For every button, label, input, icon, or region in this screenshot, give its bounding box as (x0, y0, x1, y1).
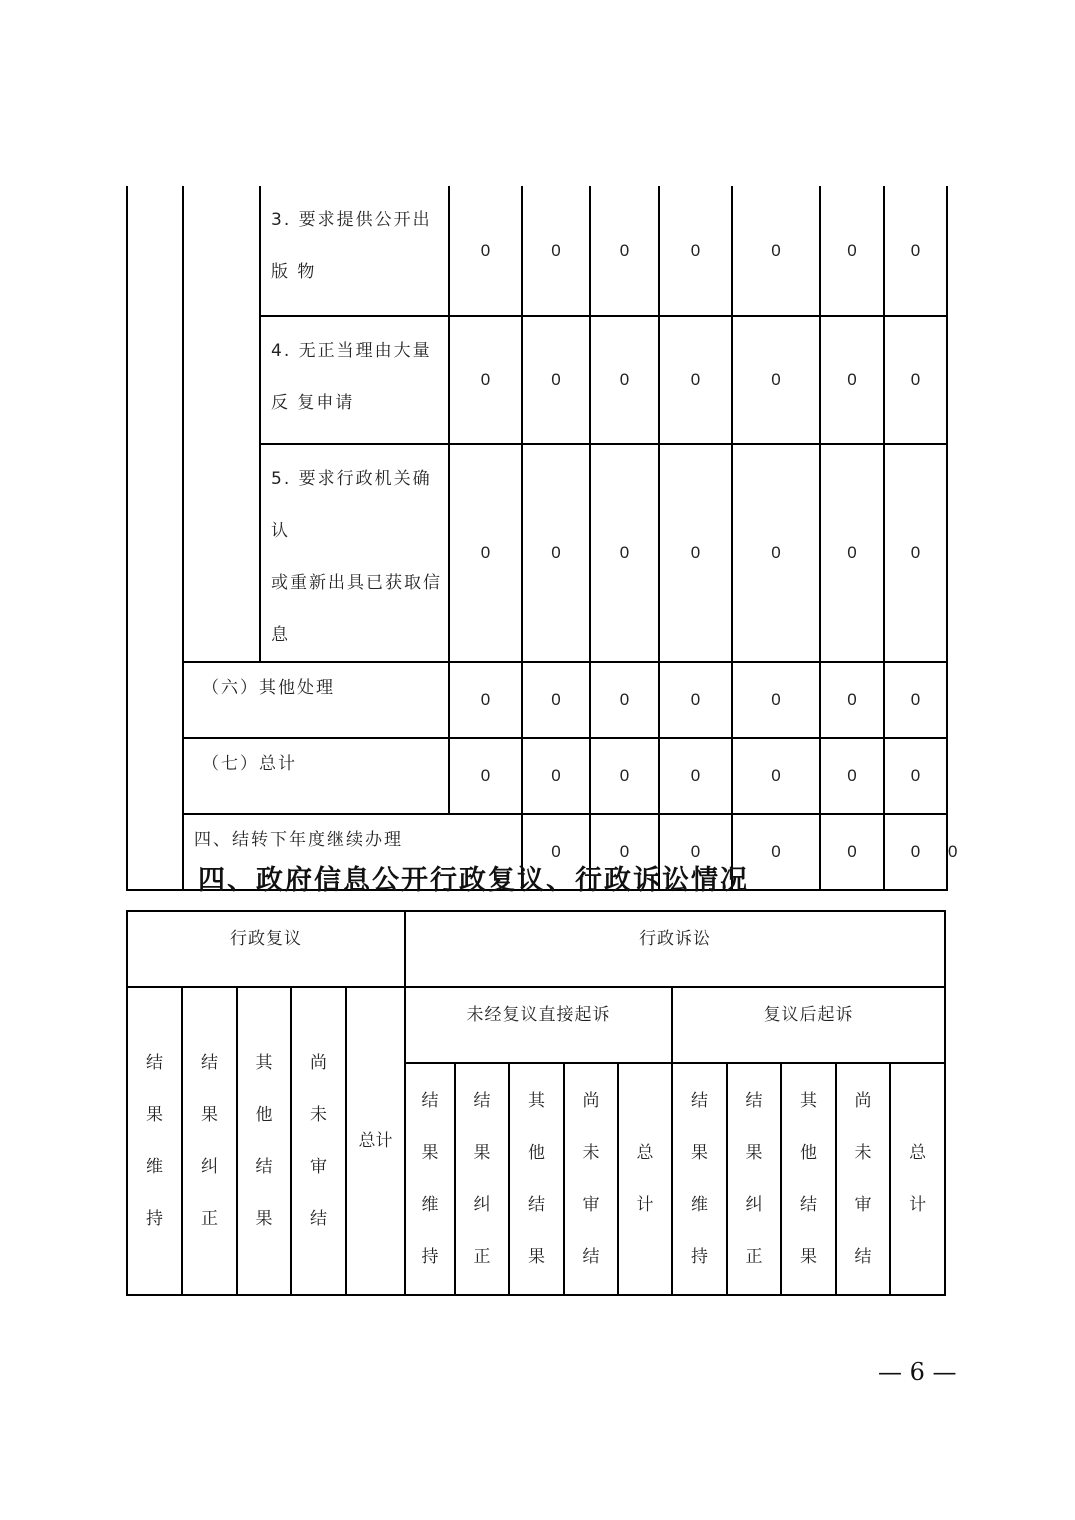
value-cell: 0 (590, 662, 659, 738)
value-cell: 0 (732, 444, 820, 662)
value-cell: 0 (884, 662, 947, 738)
row-label: 4. 无正当理由大量 反 复申请 (260, 316, 449, 444)
review-col-other: 其 他 结 果 (237, 987, 291, 1295)
value-cell: 0 (449, 738, 522, 814)
value-cell: 0 (659, 814, 732, 890)
value-cell: 0 (590, 814, 659, 890)
value-cell: 0 (659, 186, 732, 316)
value-cell: 0 (522, 814, 590, 890)
direct-col-other: 其 他 结 果 (509, 1063, 564, 1295)
disclosure-results-table (126, 186, 958, 891)
value-cell: 0 (732, 662, 820, 738)
outer-category-cell (127, 186, 183, 890)
value-cell: 0 (590, 444, 659, 662)
value-cell: 0 (884, 186, 947, 316)
row-label: （六）其他处理 (183, 662, 449, 738)
table-row (127, 738, 947, 814)
value-cell: 0 (590, 186, 659, 316)
value-cell: 0 (884, 738, 947, 814)
review-litigation-table (126, 910, 946, 1296)
value-cell: 0 (884, 316, 947, 444)
value-cell: 0 (884, 444, 947, 662)
section-title: 四、政府信息公开行政复议、行政诉讼情况 (198, 865, 749, 896)
after-col-corrected: 结 果 纠 正 (727, 1063, 781, 1295)
value-cell: 0 (449, 186, 522, 316)
after-col-pending: 尚 未 审 结 (836, 1063, 890, 1295)
value-cell: 0 (449, 316, 522, 444)
review-col-corrected: 结 果 纠 正 (182, 987, 237, 1295)
value-cell: 0 (522, 316, 590, 444)
value-cell: 0 (820, 316, 884, 444)
value-cell: 0 (522, 738, 590, 814)
row-label: 5. 要求行政机关确认 或重新出具已获取信 息 (260, 444, 449, 662)
value-cell: 0 (732, 814, 820, 890)
review-col-pending: 尚 未 审 结 (291, 987, 346, 1295)
value-cell: 0 (522, 662, 590, 738)
value-cell: 0 (732, 738, 820, 814)
value-cell: 0 (659, 444, 732, 662)
value-cell: 0 (590, 738, 659, 814)
value-cell: 0 (449, 662, 522, 738)
admin-review-header: 行政复议 (127, 911, 405, 987)
value-cell: 0 (732, 186, 820, 316)
value-cell: 0 (820, 738, 884, 814)
direct-col-corrected: 结 果 纠 正 (455, 1063, 509, 1295)
value-cell: 0 (522, 444, 590, 662)
direct-col-pending: 尚 未 审 结 (564, 1063, 618, 1295)
review-col-total: 总计 (346, 987, 405, 1295)
direct-col-total: 总 计 (618, 1063, 672, 1295)
value-cell: 0 (884, 814, 947, 890)
after-review-suit-header: 复议后起诉 (672, 987, 945, 1063)
row-label: 四、结转下年度继续办理 (183, 814, 522, 890)
value-cell: 0 (732, 316, 820, 444)
value-cell: 0 (659, 738, 732, 814)
after-col-sustained: 结 果 维 持 (672, 1063, 727, 1295)
table-row (127, 186, 947, 316)
value-cell: 0 (820, 186, 884, 316)
value-cell: 0 (590, 316, 659, 444)
value-cell: 0 (820, 444, 884, 662)
after-col-other: 其 他 结 果 (781, 1063, 836, 1295)
value-cell: 0 (659, 316, 732, 444)
table-row: 四、结转下年度继续办理 0 0 0 0 0 0 0 (127, 814, 947, 890)
row-label: （七）总计 (183, 738, 449, 814)
review-col-sustained: 结 果 维 持 (127, 987, 182, 1295)
direct-col-sustained: 结 果 维 持 (405, 1063, 455, 1295)
direct-suit-header: 未经复议直接起诉 (405, 987, 672, 1063)
after-col-total: 总 计 (890, 1063, 945, 1295)
value-cell: 0 (820, 814, 884, 890)
value-cell: 0 (659, 662, 732, 738)
table-row (127, 662, 947, 738)
page-number: — 6 — (878, 1358, 957, 1386)
value-cell: 0 (449, 444, 522, 662)
row-label: 3. 要求提供公开出 版 物 (260, 186, 449, 316)
admin-litigation-header: 行政诉讼 (405, 911, 945, 987)
value-cell: 0 (820, 662, 884, 738)
sub-category-cell (183, 186, 260, 662)
value-cell: 0 (522, 186, 590, 316)
